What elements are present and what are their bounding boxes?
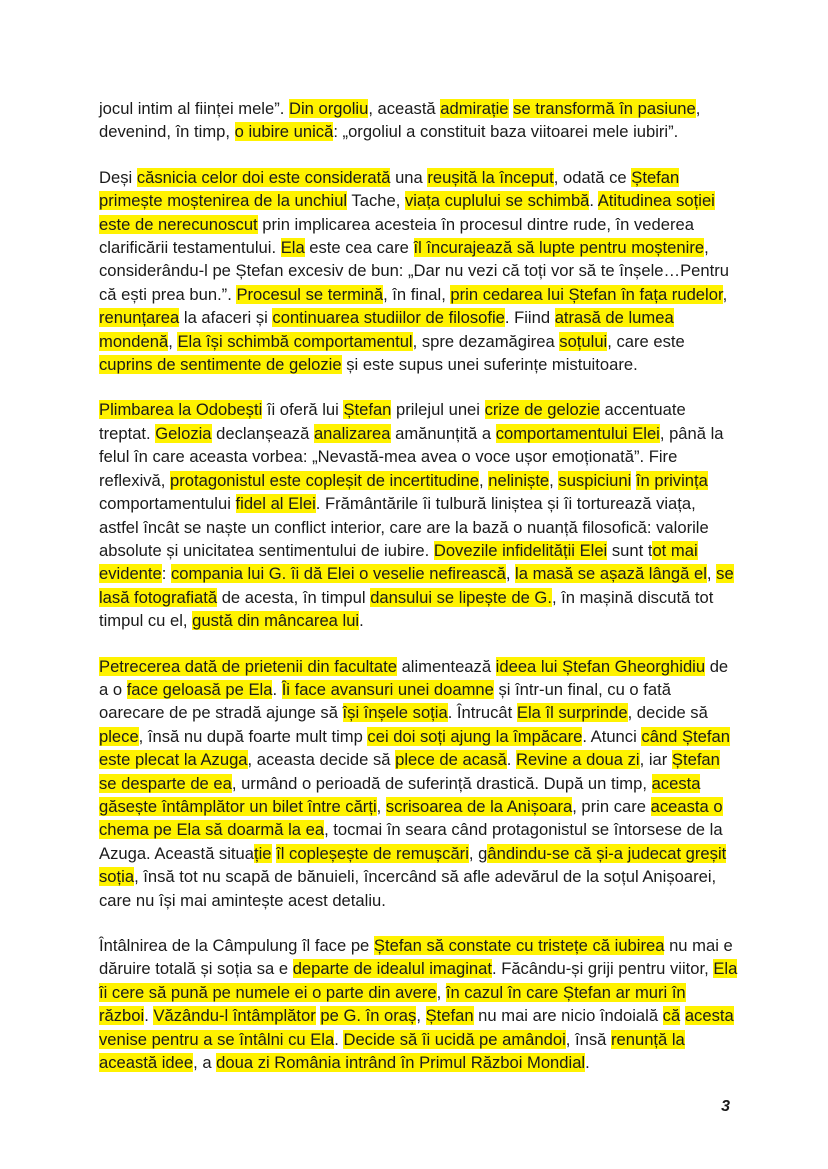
highlighted-text: Procesul se termină [236,284,384,304]
highlighted-text: Ela își schimbă comportamentul [177,331,413,351]
paragraph-1 [99,97,739,144]
text-run: prilejul unei [391,400,485,420]
highlighted-text: Văzându-l întâmplător [153,1006,316,1026]
text-run: , [549,470,559,490]
paragraph-3 [99,398,739,632]
highlighted-text: Revine a doua zi [516,750,640,770]
highlighted-text: o iubire unică [234,122,334,142]
text-run: , în mașină discută tot timpul cu el, [99,587,714,631]
text-run: de acesta, în timpul [217,587,371,607]
text-run: , însă nu după foarte mult timp [138,726,368,746]
text-run: jocul intim al ființei mele”. [99,99,289,118]
highlighted-text: se lasă fotografiată [99,564,734,607]
highlighted-text: Din orgoliu [288,99,369,118]
highlighted-text: admirație [440,99,509,118]
text-run: . [144,1006,154,1026]
text-run: , [416,1006,426,1026]
text-run: , însă tot nu scapă de bănuieli, încercând să afle adevărul de la soțul Anișoarei, care nu își mai amintește acest detaliu. [99,867,717,910]
text-run: la afaceri și [179,308,273,328]
text-run: , [722,284,728,304]
text-run: . [589,191,598,211]
text-run: comportamentului [99,494,236,514]
highlighted-text: crize de gelozie [484,400,600,420]
text-run: . Fiind [504,308,555,328]
highlighted-text: ție [253,843,272,863]
highlighted-text: plece [99,726,139,746]
highlighted-text: cuprins de sentimente de gelozie [99,355,342,375]
highlighted-text: Petrecerea dată de prietenii din facultate [99,656,397,676]
highlighted-text: ideea lui Ștefan Gheorghidiu [495,656,706,676]
highlighted-text: dansului se lipește de G. [370,587,552,607]
highlighted-text: îl încurajează să lupte pentru moștenire [413,238,705,258]
highlighted-text: protagonistul este copleșit de incertitudine [170,470,480,490]
highlighted-text: ot mai evidente [99,540,698,584]
highlighted-text: îl copleșește de remușcări [276,843,469,863]
text-run: . [272,679,282,699]
highlighted-text: Ștefan primește moștenirea de la unchiul [99,167,680,211]
text-run: . Întrucât [447,703,517,723]
highlighted-text: suspiciuni [558,470,632,490]
highlighted-text: Plimbarea la Odobești [99,400,263,420]
paragraph-5 [99,934,739,1074]
highlighted-text: atrasă de lumea mondenă [99,308,674,351]
highlighted-text: neliniște [488,470,550,490]
highlighted-text: Decide să îi ucidă pe amândoi [343,1029,566,1049]
text-run: accentuate treptat. [99,400,686,443]
highlighted-text: face geloasă pe Ela [126,679,273,699]
text-run: , a [193,1053,217,1073]
text-run: , în final, [383,284,451,304]
highlighted-text: acesta găsește întâmplător un bilet între cărți [99,773,701,816]
highlighted-text: își înșele soția [342,703,448,723]
highlighted-text: că [662,1006,681,1026]
text-run: și într-un final, cu o fată oarecare de pe stradă ajunge să [99,679,671,723]
highlighted-text: acesta venise pentru a se întâlni cu Ela [99,1006,734,1049]
text-run: , urmând o perioadă de suferință drastică. După un timp, [231,773,652,793]
highlighted-text: reușită la început [427,167,554,187]
highlighted-text: analizarea [313,423,391,443]
text-run: , [706,564,717,584]
text-run: , aceasta decide să [247,750,396,770]
text-run: declanșează [211,423,314,443]
text-run: îi oferă lui [262,400,344,420]
text-run: , decide să [627,703,708,723]
highlighted-text: Atitudinea soției este de nerecunoscut [99,191,715,234]
highlighted-text: Ela îi cere să pună pe numele ei o parte din avere [99,959,738,1002]
highlighted-text: Îi face avansuri unei doamne [281,679,494,699]
document-body [99,97,739,1096]
text-run: , însă [565,1029,611,1049]
text-run: , odată ce [553,167,632,187]
text-run: amănunțită a [390,423,496,443]
text-run: prin implicarea acesteia în procesul dintre rude, în vederea clarificării testamentului. [99,214,694,258]
text-run: sunt t [607,540,653,560]
text-run: , [505,564,516,584]
highlighted-text: Ștefan [343,400,392,420]
highlighted-text: renunță la această idee [99,1029,685,1073]
text-run: Întâlnirea de la Câmpulung îl face pe [99,936,374,955]
text-run: Deși [99,167,137,187]
highlighted-text: Ștefan se desparte de ea [99,750,720,793]
paragraph-4 [99,655,739,912]
highlighted-text: doua zi România intrând în Primul Război Mondial [216,1053,586,1073]
highlighted-text: continuarea studiilor de filosofie [272,308,505,328]
highlighted-text: în privința [635,470,708,490]
highlighted-text: soțului [559,331,608,351]
text-run: , g [468,843,488,863]
text-run: alimentează [396,656,496,676]
highlighted-text: cei doi soți ajung la împăcare [367,726,583,746]
page-number: 3 [721,1098,730,1115]
text-run: . Frământările îi tulbură liniștea și îi torturează viața, astfel încât se naște un conflict interior, care are la bază o nuanță filosofică: valorile absolute și unicitatea sentimentului de iubire. [99,494,709,560]
text-run: , iar [639,750,672,770]
highlighted-text: se transformă în pasiune [513,99,696,118]
text-run: . [334,1029,344,1049]
highlighted-text: gustă din mâncarea lui [192,611,360,631]
text-run: . [585,1053,590,1073]
highlighted-text: Ștefan [425,1006,474,1026]
highlighted-text: compania lui G. îi dă Elei o veselie nefirească [170,564,506,584]
highlighted-text: renunțarea [99,308,180,328]
highlighted-text: Ela [280,238,305,258]
highlighted-text: prin cedarea lui Ștefan în fața rudelor [450,284,723,304]
highlighted-text: plece de acasă [395,750,507,770]
highlighted-text: aceasta o chema pe Ela să doarmă la ea [99,796,723,840]
highlighted-text: Ela îl surprinde [516,703,628,723]
highlighted-text: Ștefan să constate cu tristețe că iubirea [373,936,665,955]
text-run: este cea care [304,238,414,258]
text-run: nu mai are nicio îndoială [473,1006,663,1026]
text-run: , care este [607,331,685,351]
text-run: , considerându-l pe Ștefan excesiv de bun: „Dar nu vezi că toți vor să te înșele…Pentru că ești prea bun.”. [99,238,729,304]
highlighted-text: ândindu-se că și-a judecat greșit soția [99,843,727,887]
highlighted-text: comportamentului Elei [495,423,660,443]
highlighted-text: căsnicia celor doi este considerată [136,167,391,187]
text-run: , [168,331,178,351]
text-run: nu mai e dăruire totală și soția sa e [99,936,733,979]
text-run: . Făcându-și griji pentru viitor, [491,959,714,979]
text-run: . [506,750,516,770]
text-run: , [479,470,489,490]
highlighted-text: departe de idealul imaginat [292,959,492,979]
highlighted-text: pe G. în oraș [320,1006,417,1026]
text-run: și este supus unei suferințe mistuitoare. [341,355,638,375]
text-run: , [436,982,446,1002]
text-run: , devenind, în timp, [99,99,701,142]
text-run: , [376,796,386,816]
text-run: una [390,167,428,187]
text-run: . Atunci [582,726,642,746]
text-run: , până la felul în care aceasta vorbea: „Nevastă-mea avea o voce ușor emoționată”. Fire reflexivă, [99,423,724,490]
text-run: , spre dezamăgirea [412,331,560,351]
text-run: , tocmai în seara când protagonistul se întorsese de la Azuga. Această situa [99,820,723,863]
highlighted-text: la masă se așază lângă el [515,564,707,584]
highlighted-text: scrisoarea de la Anișoara [385,796,573,816]
highlighted-text: în cazul în care Ștefan ar muri în război [99,982,686,1026]
highlighted-text: Gelozia [155,423,212,443]
highlighted-text: Dovezile infidelității Elei [433,540,608,560]
text-run: de a o [99,656,729,699]
text-run: : [161,564,171,584]
paragraph-2 [99,166,739,377]
text-run: , prin care [572,796,651,816]
text-run: , această [368,99,441,118]
highlighted-text: fidel al Elei [235,494,316,514]
text-run: : „orgoliul a constituit baza viitoarei mele iubiri”. [333,122,679,142]
highlighted-text: viața cuplului se schimbă [404,191,590,211]
highlighted-text: când Ștefan este plecat la Azuga [99,726,730,770]
text-run: Tache, [347,191,405,211]
text-run: . [359,611,364,631]
